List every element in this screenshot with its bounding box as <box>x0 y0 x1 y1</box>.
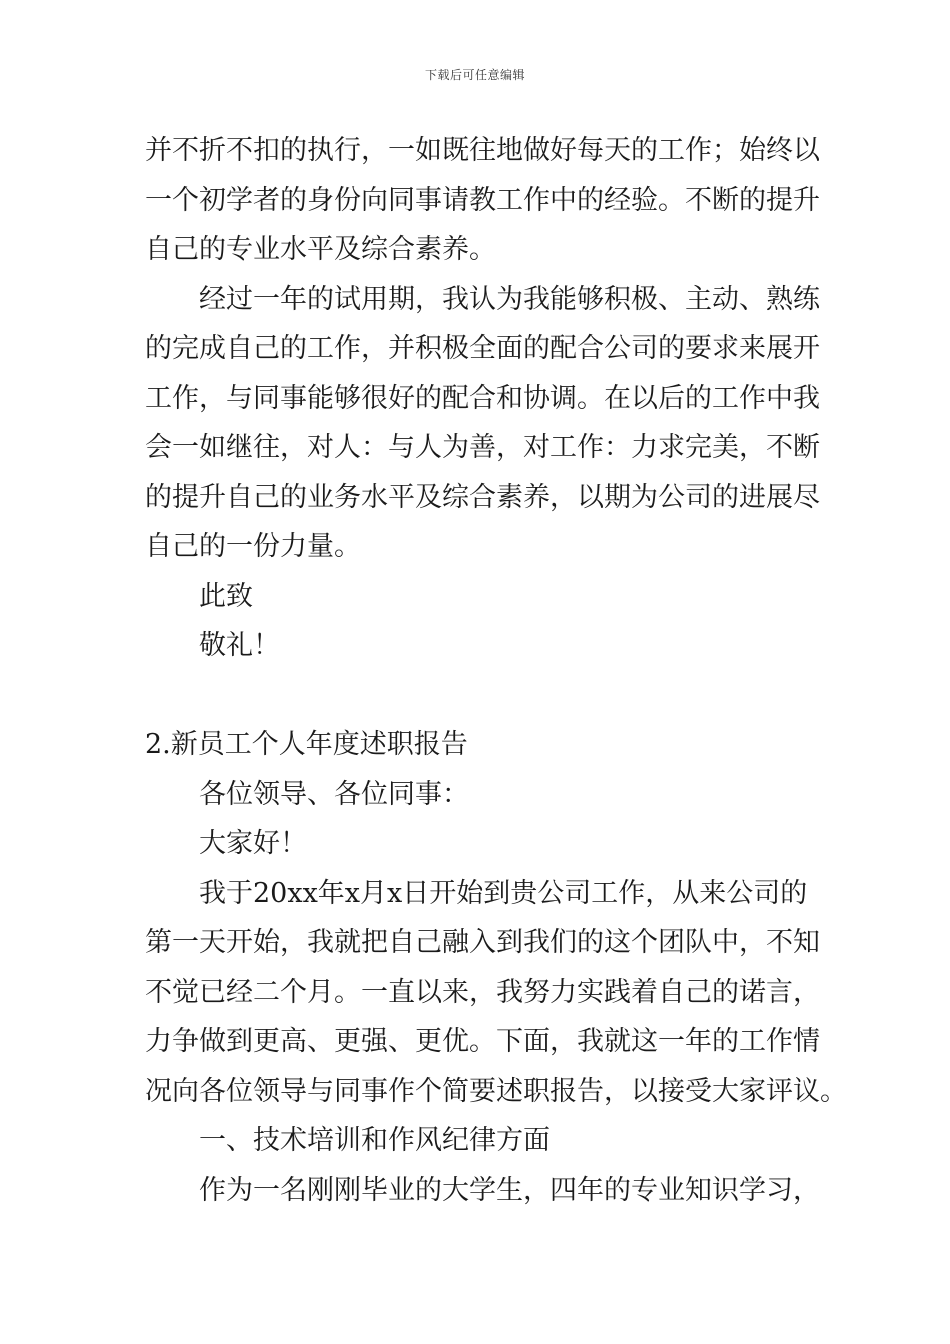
subsection-heading: 一、技术培训和作风纪律方面 <box>199 1125 550 1156</box>
paragraph-line: 会一如继往，对人：与人为善，对工作：力求完美，不断 <box>145 432 820 463</box>
paragraph-line: 我于20xx年x月x日开始到贵公司工作，从来公司的 <box>199 877 808 909</box>
greeting-line: 大家好！ <box>199 828 307 859</box>
paragraph-line: 一个初学者的身份向同事请教工作中的经验。不断的提升 <box>145 184 820 216</box>
closing-line: 敬礼！ <box>199 630 280 661</box>
paragraph-line: 不觉已经二个月。一直以来，我努力实践着自己的诺言， <box>145 976 820 1008</box>
paragraph-line: 况向各位领导与同事作个简要述职报告，以接受大家评议。 <box>145 1075 847 1107</box>
paragraph-line: 自己的一份力量。 <box>145 531 361 562</box>
paragraph-line: 工作，与同事能够很好的配合和协调。在以后的工作中我 <box>145 382 820 414</box>
paragraph-line: 的提升自己的业务水平及综合素养，以期为公司的进展尽 <box>145 481 820 513</box>
paragraph-line: 第一天开始，我就把自己融入到我们的这个团队中，不知 <box>145 927 820 958</box>
paragraph-line: 作为一名刚刚毕业的大学生，四年的专业知识学习， <box>199 1174 820 1206</box>
section-title: 2.新员工个人年度述职报告 <box>145 729 468 760</box>
page-header-note: 下载后可任意编辑 <box>424 68 525 82</box>
blank-line <box>145 671 807 721</box>
document-body <box>145 126 847 1215</box>
paragraph-line: 力争做到更高、更强、更优。下面，我就这一年的工作情 <box>145 1026 820 1057</box>
paragraph-line: 并不折不扣的执行，一如既往地做好每天的工作；始终以 <box>145 135 820 166</box>
closing-line: 此致 <box>199 580 253 612</box>
salutation-line: 各位领导、各位同事： <box>199 778 469 810</box>
paragraph-line: 自己的专业水平及综合素养。 <box>145 234 496 265</box>
paragraph-line: 经过一年的试用期，我认为我能够积极、主动、熟练 <box>199 283 820 315</box>
paragraph-line: 的完成自己的工作，并积极全面的配合公司的要求来展开 <box>145 333 820 364</box>
